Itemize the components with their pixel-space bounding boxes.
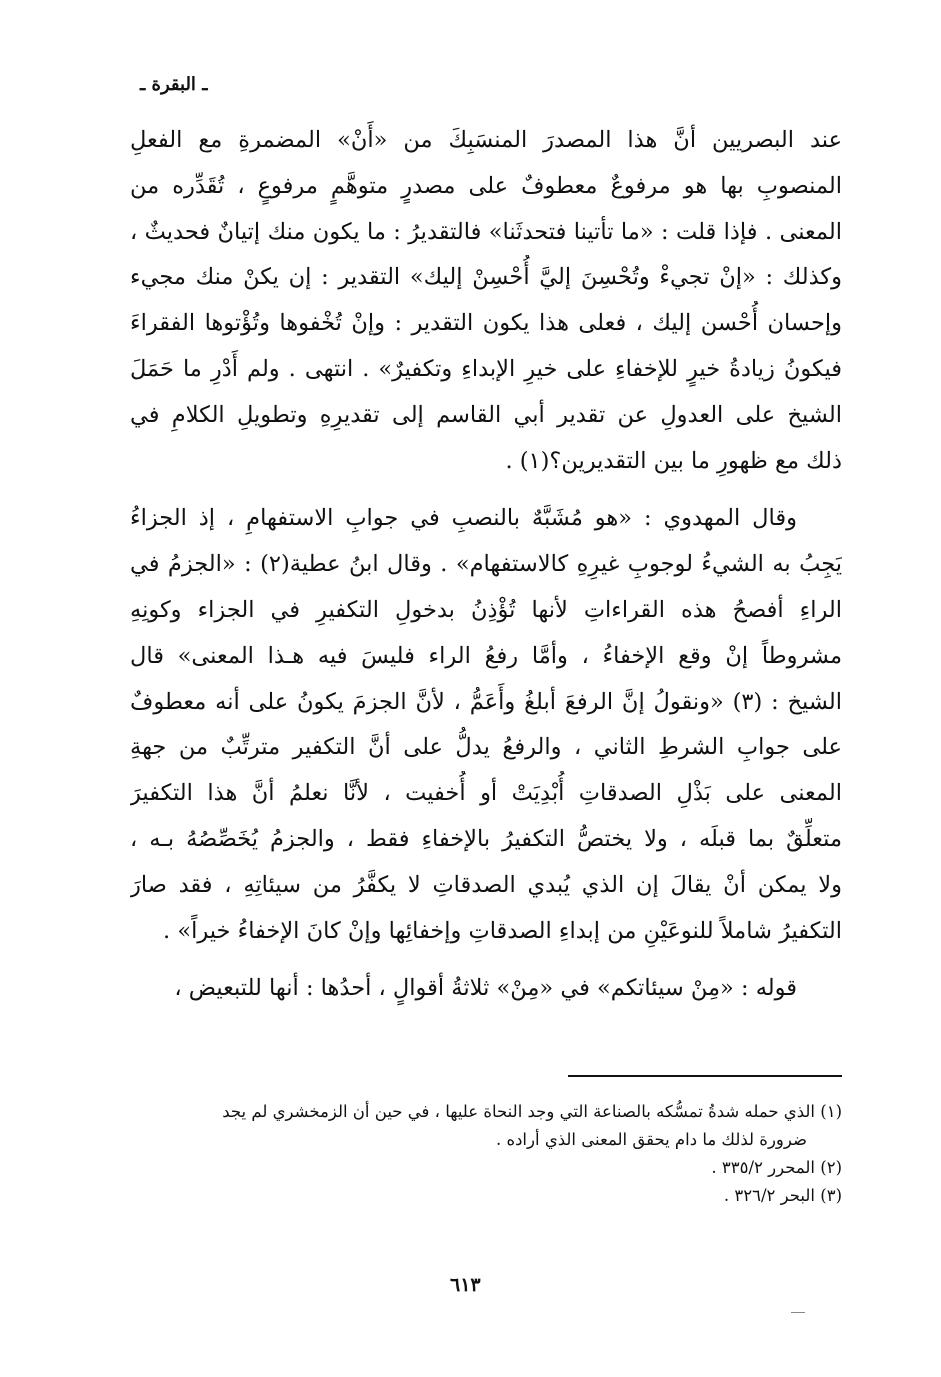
text-line: فيكونُ زيادةُ خيرٍ للإخفاءِ على خيرِ الإبداءِ وتكفيرٌ» . انتهى . ولم أَدْرِ ما حَمَلَ xyxy=(130,355,842,382)
footnote-text: المحرر ٣٣٥/٢ . xyxy=(711,1158,815,1177)
footnote-continuation: ضرورة لذلك ما دام يحقق المعنى الذي أراده . xyxy=(495,1130,807,1149)
text-line: ذلك مع ظهورِ ما بين التقديرين؟(١) . xyxy=(505,447,842,474)
text-line: وإحسان أُحْسن إليك ، فعلى هذا يكون التقدير : وإنْ تُخْفوها وتُؤْتوها الفقراءَ xyxy=(130,310,842,337)
text-line: المنصوبِ بها هو مرفوعٌ معطوفٌ على مصدرٍ متوهَّمٍ مرفوعٍ ، تُقَدِّره من xyxy=(130,172,842,199)
footnote xyxy=(130,1154,842,1182)
text-line: على جوابِ الشرطِ الثاني ، والرفعُ يدلُّ على أنَّ التكفير مترتِّبٌ من جهةِ xyxy=(130,734,842,761)
footnote-separator xyxy=(568,1075,842,1077)
footnote-marker: (٢) xyxy=(820,1158,842,1177)
footnote xyxy=(130,1182,842,1210)
text-line: وكذلك : «إنْ تجيءْ وتُحْسِنَ إليَّ أُحْسِنْ إليك» التقدير : إن يكنْ منك مجيء xyxy=(130,264,842,291)
paragraph xyxy=(130,496,842,954)
footnotes xyxy=(130,1098,842,1210)
text-line: التكفيرُ شاملاً للنوعَيْنِ من إبداءِ الصدقاتِ وإخفائِها وإنْ كانَ الإخفاءُ خيراً» . xyxy=(163,917,842,944)
text-line: وقال المهدوي : «هو مُشَبَّهٌ بالنصبِ في جوابِ الاستفهامِ ، إذ الجزاءُ xyxy=(130,505,797,532)
text-line: ولا يمكن أنْ يقالَ إن الذي يُبدي الصدقاتِ لا يكفَّرُ من سيئاتِهِ ، فقد صارَ xyxy=(130,871,842,898)
text-line: متعلِّقٌ بما قبلَه ، ولا يختصُّ التكفيرُ بالإخفاءِ فقط ، والجزمُ يُخَصِّصُهُ بـه ، xyxy=(130,825,842,852)
footnote-marker: (١) xyxy=(820,1102,842,1121)
text-line: المعنى . فإذا قلت : «ما تأتينا فتحدثَنا» فالتقديرُ : ما يكون منك إتيانٌ فحديثٌ ، xyxy=(130,218,842,245)
text-line: عند البصريين أنَّ هذا المصدرَ المنسَبِكَ من «أَنْ» المضمرةِ مع الفعلِ xyxy=(130,127,842,153)
text-line: المعنى على بَذْلِ الصدقاتِ أُبْدِيَتْ أو أُخفيت ، لأنَّا نعلمُ أنَّ هذا التكفيرَ xyxy=(130,780,842,807)
paragraph xyxy=(130,966,842,1012)
main-text xyxy=(130,118,842,1012)
footnote-text: الذي حمله شدةُ تمسُّكه بالصناعة التي وجد النحاة عليها ، في حين أن الزمخشري لم يجد xyxy=(222,1102,815,1121)
footnote-marker: (٣) xyxy=(820,1186,842,1205)
paragraph xyxy=(130,118,842,484)
running-header: ـ البقرة ـ xyxy=(140,74,208,95)
text-line: الشيخ : (٣) «ونقولُ إنَّ الرفعَ أبلغُ وأَعَمُّ ، لأنَّ الجزمَ يكونُ على أنه معطوفٌ xyxy=(130,688,842,715)
text-line: قوله : «مِنْ سيئاتكم» في «مِنْ» ثلاثةُ أقوالٍ ، أحدُها : أنها للتبعيض ، xyxy=(174,975,797,1002)
footnote xyxy=(130,1098,842,1126)
footnote-text: البحر ٣٢٦/٢ . xyxy=(723,1186,815,1205)
scan-mark xyxy=(791,1312,805,1313)
text-line: الشيخ على العدولِ عن تقدير أبي القاسم إلى تقديرِهِ وتطويلِ الكلامِ في xyxy=(130,401,842,428)
text-line: مشروطاً إنْ وقع الإخفاءُ ، وأمَّا رفعُ الراء فليسَ فيه هـذا المعنى» قال xyxy=(130,642,842,669)
page-number: ٦١٣ xyxy=(450,1274,481,1296)
text-line: الراءِ أفصحُ هذه القراءاتِ لأنها تُؤْذِنُ بدخولِ التكفيرِ في الجزاء وكونِهِ xyxy=(130,596,842,623)
text-line: يَجِبُ به الشيءُ لوجوبِ غيرِهِ كالاستفهام» . وقال ابنُ عطية(٢) : «الجزمُ في xyxy=(130,551,842,578)
